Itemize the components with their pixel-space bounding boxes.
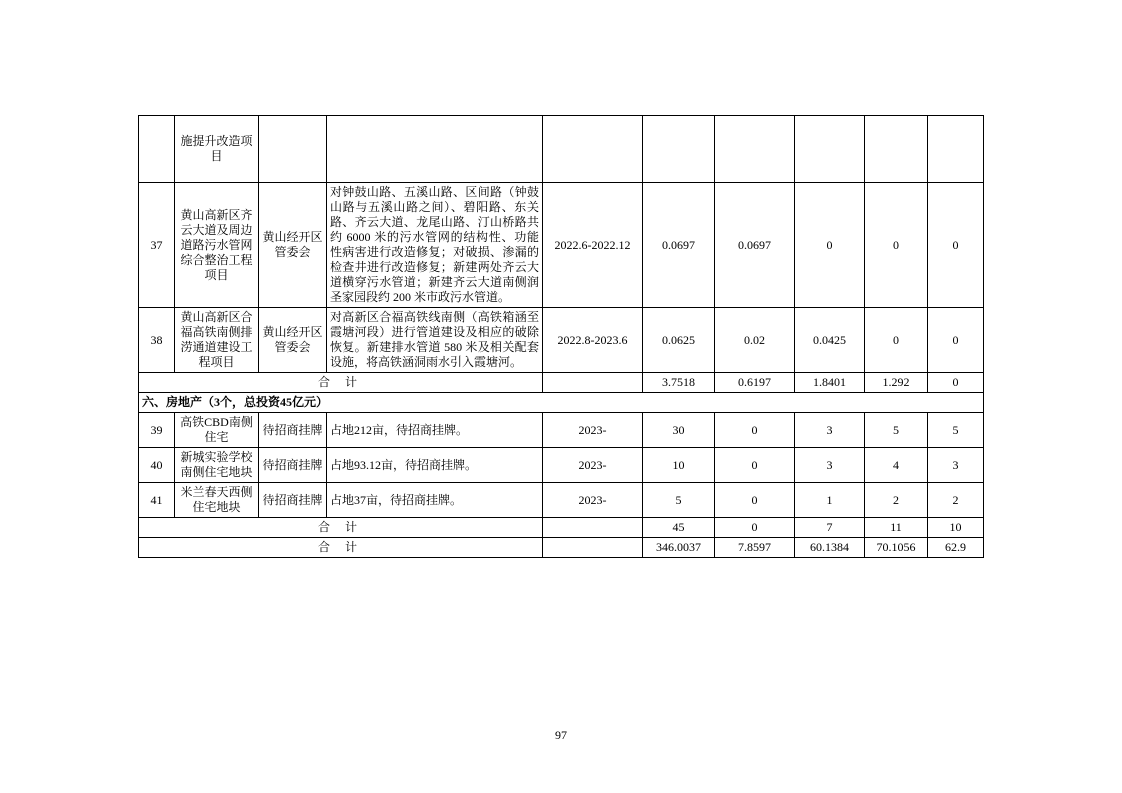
value-2: 0.0425 <box>795 308 865 373</box>
value-3: 0 <box>865 183 928 308</box>
subtotal-label: 合 计 <box>139 518 543 538</box>
row-number: 41 <box>139 483 175 518</box>
project-timeline: 2022.6-2022.12 <box>543 183 643 308</box>
total-investment: 30 <box>643 413 715 448</box>
value-1: 7.8597 <box>715 538 795 558</box>
row-number: 39 <box>139 413 175 448</box>
value-1: 0 <box>715 483 795 518</box>
total-investment: 10 <box>643 448 715 483</box>
value-2: 60.1384 <box>795 538 865 558</box>
project-name: 黄山高新区齐云大道及周边道路污水管网综合整治工程项目 <box>175 183 259 308</box>
responsible-unit: 黄山经开区管委会 <box>259 308 327 373</box>
value-2: 3 <box>795 448 865 483</box>
page-number: 97 <box>555 728 567 742</box>
project-name: 施提升改造项目 <box>175 116 259 183</box>
value-4: 5 <box>928 413 984 448</box>
value-1: 0.02 <box>715 308 795 373</box>
subtotal-label: 合 计 <box>139 373 543 393</box>
value-3: 0 <box>865 308 928 373</box>
value-2: 3 <box>795 413 865 448</box>
investment-project-table-wrapper <box>138 115 983 558</box>
value-1 <box>715 116 795 183</box>
value-3: 70.1056 <box>865 538 928 558</box>
value-4: 0 <box>928 183 984 308</box>
project-name: 黄山高新区合福高铁南侧排涝通道建设工程项目 <box>175 308 259 373</box>
grand-total-label: 合 计 <box>139 538 543 558</box>
table-row <box>139 116 984 183</box>
investment-project-table <box>138 115 984 558</box>
value-2: 7 <box>795 518 865 538</box>
table-section-header-row <box>139 393 984 413</box>
project-timeline <box>543 518 643 538</box>
project-description <box>327 116 543 183</box>
responsible-unit <box>259 116 327 183</box>
total-investment: 3.7518 <box>643 373 715 393</box>
table-row <box>139 483 984 518</box>
project-timeline: 2022.8-2023.6 <box>543 308 643 373</box>
total-investment <box>643 116 715 183</box>
total-investment: 5 <box>643 483 715 518</box>
responsible-unit: 黄山经开区管委会 <box>259 183 327 308</box>
value-3: 4 <box>865 448 928 483</box>
value-4: 62.9 <box>928 538 984 558</box>
project-name: 新城实验学校南侧住宅地块 <box>175 448 259 483</box>
value-1: 0 <box>715 448 795 483</box>
project-timeline: 2023- <box>543 483 643 518</box>
value-4: 2 <box>928 483 984 518</box>
project-description: 占地37亩，待招商挂牌。 <box>327 483 543 518</box>
project-description: 对高新区合福高铁线南侧（高铁箱涵至霞塘河段）进行管道建设及相应的破除恢复。新建排水管道 580 米及相关配套设施，将高铁涵洞雨水引入霞塘河。 <box>327 308 543 373</box>
project-name: 高铁CBD南侧住宅 <box>175 413 259 448</box>
project-description: 占地212亩，待招商挂牌。 <box>327 413 543 448</box>
table-subtotal-row <box>139 373 984 393</box>
value-1: 0.6197 <box>715 373 795 393</box>
total-investment: 0.0625 <box>643 308 715 373</box>
row-number <box>139 116 175 183</box>
value-4: 0 <box>928 373 984 393</box>
row-number: 37 <box>139 183 175 308</box>
value-4 <box>928 116 984 183</box>
total-investment: 346.0037 <box>643 538 715 558</box>
value-2: 0 <box>795 183 865 308</box>
row-number: 40 <box>139 448 175 483</box>
table-grand-total-row <box>139 538 984 558</box>
value-3: 1.292 <box>865 373 928 393</box>
table-row <box>139 308 984 373</box>
value-2: 1.8401 <box>795 373 865 393</box>
project-description: 对钟鼓山路、五溪山路、区间路（钟鼓山路与五溪山路之间）、碧阳路、东关路、齐云大道、龙尾山路、汀山桥路共约 6000 米的污水管网的结构性、功能性病害进行改造修复；对破损、渗漏的检查井进行改造修复；新建两处齐云大道横穿污水管道；新建齐云大道南侧润圣家园段约 200 米市政污水管道。 <box>327 183 543 308</box>
section-title: 六、房地产（3个，总投资45亿元） <box>139 393 984 413</box>
value-3: 2 <box>865 483 928 518</box>
responsible-unit: 待招商挂牌 <box>259 448 327 483</box>
value-2: 1 <box>795 483 865 518</box>
value-2 <box>795 116 865 183</box>
value-3 <box>865 116 928 183</box>
value-4: 10 <box>928 518 984 538</box>
table-subtotal-row <box>139 518 984 538</box>
project-timeline: 2023- <box>543 413 643 448</box>
total-investment: 0.0697 <box>643 183 715 308</box>
project-name: 米兰春天西侧住宅地块 <box>175 483 259 518</box>
table-row <box>139 448 984 483</box>
value-1: 0 <box>715 413 795 448</box>
value-3: 11 <box>865 518 928 538</box>
value-1: 0.0697 <box>715 183 795 308</box>
responsible-unit: 待招商挂牌 <box>259 483 327 518</box>
project-timeline <box>543 538 643 558</box>
value-4: 3 <box>928 448 984 483</box>
table-row <box>139 413 984 448</box>
project-timeline <box>543 116 643 183</box>
value-1: 0 <box>715 518 795 538</box>
value-4: 0 <box>928 308 984 373</box>
project-timeline: 2023- <box>543 448 643 483</box>
table-row <box>139 183 984 308</box>
value-3: 5 <box>865 413 928 448</box>
project-timeline <box>543 373 643 393</box>
row-number: 38 <box>139 308 175 373</box>
project-description: 占地93.12亩，待招商挂牌。 <box>327 448 543 483</box>
total-investment: 45 <box>643 518 715 538</box>
responsible-unit: 待招商挂牌 <box>259 413 327 448</box>
